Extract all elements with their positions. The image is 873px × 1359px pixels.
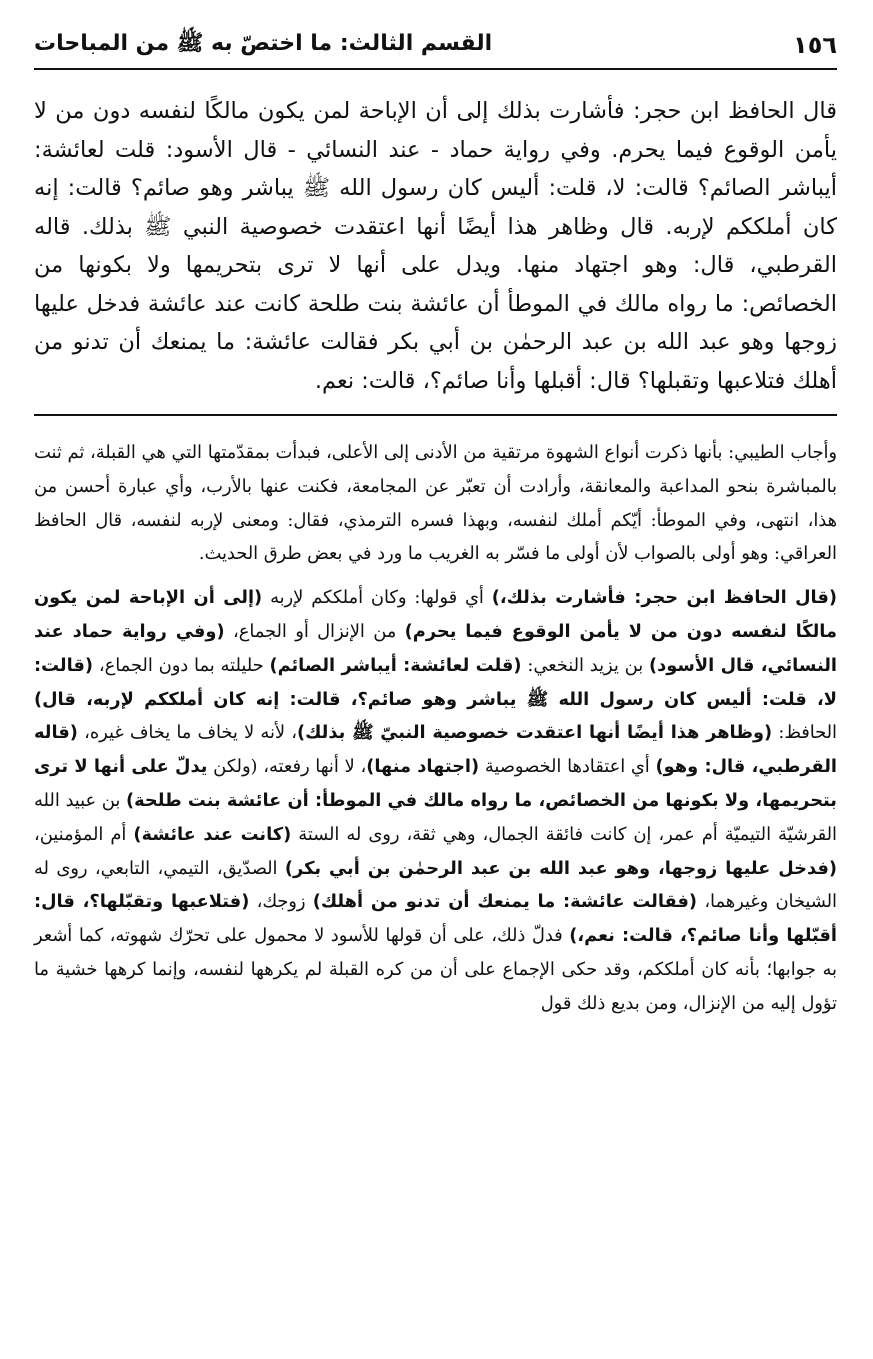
footnote-divider [34, 414, 837, 416]
quoted-text: (فدخل عليها زوجها، وهو عبد الله بن عبد الرحمٰن بن أبي بكر) [284, 857, 837, 879]
quoted-text: (فقالت عائشة: ما يمنعك أن تدنو من أهلك) [312, 891, 698, 913]
quoted-text: (فتلاعبها وتقبّلها؟، قال: أقبّلها وأنا صائم؟، قالت: نعم،) [34, 891, 838, 947]
quoted-text: (وفي رواية حماد عند النسائي، قال الأسود) [34, 620, 837, 676]
commentary-text: زوجك، [249, 891, 313, 913]
quoted-text: (قال الحافظ ابن حجر: فأشارت بذلك،) [491, 587, 837, 609]
commentary-text: أي اعتقادها الخصوصية [479, 756, 656, 778]
quoted-text: (قاله القرطبي، قال: وهو) [34, 722, 838, 778]
commentary-text: بن يزيد النخعي: [521, 654, 650, 676]
quoted-text: يدلّ على أنها لا ترى بتحريمها، ولا بكونها من الخصائص، ما رواه مالك في الموطأ: أن عائشة بنت طلحة) [34, 756, 837, 811]
commentary [34, 436, 837, 1021]
commentary-text: الحافظ: [772, 722, 837, 744]
quoted-text: (قالت: لا، قلت: أليس كان رسول الله ﷺ يباشر وهو صائم؟، قالت: إنه كان أملككم لإربه، قال) [34, 654, 837, 710]
page-number: ١٥٦ [793, 31, 837, 59]
quoted-text: (قلت لعائشة: أيباشر الصائم) [269, 654, 522, 676]
commentary-text: من الإنزال أو الجماع، [224, 620, 405, 642]
quoted-text: (وظاهر هذا أيضًا أنها اعتقدت خصوصية النبيّ ﷺ بذلك) [297, 722, 773, 744]
commentary-text: حليلته بما دون الجماع، [93, 654, 270, 676]
commentary-text: بن عبيد الله القرشيّة التيميّة أم عمر، إن كانت فائقة الجمال، وهي ثقة، روى له الستة [34, 789, 837, 845]
quoted-text: (كانت عند عائشة) [133, 823, 292, 845]
commentary-text: فدلّ ذلك، على أن قولها للأسود لا محمول على تحرّك شهوته، كما أشعر به جوابها؛ بأنه كان أملككم، وقد حكى الإجماع على أن من كره القبلة لم يكرهها لنفسه، وإنما كرهها خشية ما تؤول إليه من الإنزال، ومن بديع ذلك قول [34, 925, 837, 1014]
commentary-text: الصدّيق، التيمي، التابعي، روى له الشيخان وغيرهما، [34, 857, 837, 913]
commentary-text: ، لأنه لا يخاف ما يخاف غيره، [77, 722, 297, 744]
section-title: القسم الثالث: ما اختصّ به ﷺ من المباحات [34, 31, 493, 56]
commentary-intro: وأجاب الطيبي: بأنها ذكرت أنواع الشهوة مرتقية من الأدنى إلى الأعلى، فبدأت بمقدّمتها التي هي القبلة، ثم ثنت بالمباشرة بنحو المداعبة والمعانقة، وأرادت أن تعبّر عن المجامعة، فكنت عنها بالأرب، وأي عبارة أحسن من هذا، انتهى، وفي الموطأ: أيّكم أملك لنفسه، وبهذا فسره الترمذي، فقال: ومعنى لإربه لنفسه، قال الحافظ العراقي: وهو أولى بالصواب لأن أولى ما فسّر به الغريب ما ورد في بعض طرق الحديث. [34, 442, 837, 565]
page-header [34, 22, 837, 70]
commentary-text: ، لا أنها رفعته، (ولكن [207, 756, 367, 778]
commentary-text: أم المؤمنين، [34, 823, 134, 845]
quoted-text: (اجتهاد منها) [366, 756, 480, 778]
quoted-text: (إلى أن الإباحة لمن يكون مالكًا لنفسه دون من لا يأمن الوقوع فيما يحرم) [34, 587, 837, 642]
commentary-text: أي قولها: وكان أملككم لإربه [262, 587, 492, 609]
commentary-paragraph [34, 581, 837, 1020]
main-text: قال الحافظ ابن حجر: فأشارت بذلك إلى أن الإباحة لمن يكون مالكًا لنفسه دون من لا يأمن الوقوع فيما يحرم. وفي رواية حماد - عند النسائي - قال الأسود: قلت لعائشة: أيباشر الصائم؟ قالت: لا، قلت: أليس كان رسول الله ﷺ يباشر وهو صائم؟ قالت: إنه كان أملككم لإربه. قال وظاهر هذا أيضًا أنها اعتقدت خصوصية النبي ﷺ بذلك. قاله القرطبي، قال: وهو اجتهاد منها. ويدل على أنها لا ترى بتحريمها ولا بكونها من الخصائص: ما رواه مالك في الموطأ أن عائشة بنت طلحة كانت عند عائشة فدخل عليها زوجها وهو عبد الله بن عبد الرحمٰن بن أبي بكر فقالت عائشة: ما يمنعك أن تدنو من أهلك فتلاعبها وتقبلها؟ قال: أقبلها وأنا صائم؟، قالت: نعم. [34, 98, 837, 394]
